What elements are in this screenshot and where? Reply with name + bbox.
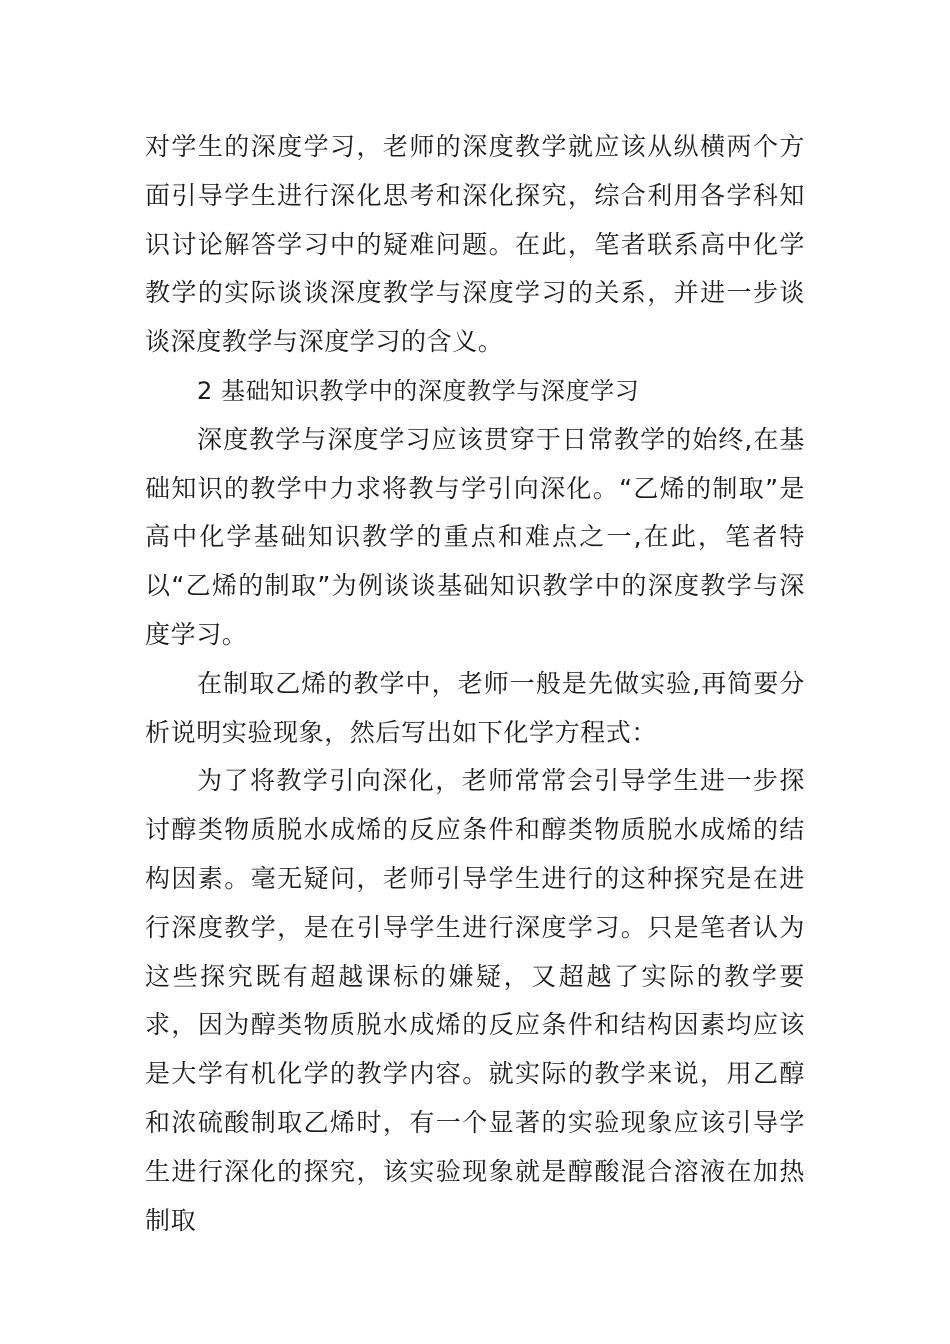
section-heading-2: 2 基础知识教学中的深度教学与深度学习 <box>197 376 640 405</box>
paragraph-experiment: 在制取乙烯的教学中，老师一般是先做实验,再简要分析说明实验现象，然后写出如下化学方程式： <box>145 668 805 747</box>
paragraph-deep-teaching: 深度教学与深度学习应该贯穿于日常教学的始终,在基础知识的教学中力求将教与学引向深化。“乙烯的制取”是高中化学基础知识教学的重点和难点之一,在此，笔者特以“乙烯的制取”为例谈谈基础知识教学中的深度教学与深度学习。 <box>145 424 805 649</box>
paragraph-exploration: 为了将教学引向深化，老师常常会引导学生进一步探讨醇类物质脱水成烯的反应条件和醇类物质脱水成烯的结构因素。毫无疑问，老师引导学生进行的这种探究是在进行深度教学，是在引导学生进行深度学习。只是笔者认为这些探究既有超越课标的嫌疑，又超越了实际的教学要求，因为醇类物质脱水成烯的反应条件和结构因素均应该是大学有机化学的教学内容。就实际的教学来说，用乙醇和浓硫酸制取乙烯时，有一个显著的实验现象应该引导学生进行深化的探究，该实验现象就是醇酸混合溶液在加热制取 <box>145 766 805 1235</box>
document-body <box>145 123 805 1245</box>
paragraph-intro-continued: 对学生的深度学习，老师的深度教学就应该从纵横两个方面引导学生进行深化思考和深化探究，综合利用各学科知识讨论解答学习中的疑难问题。在此，笔者联系高中化学教学的实际谈谈深度教学与深度学习的关系，并进一步谈谈深度教学与深度学习的含义。 <box>145 132 805 357</box>
